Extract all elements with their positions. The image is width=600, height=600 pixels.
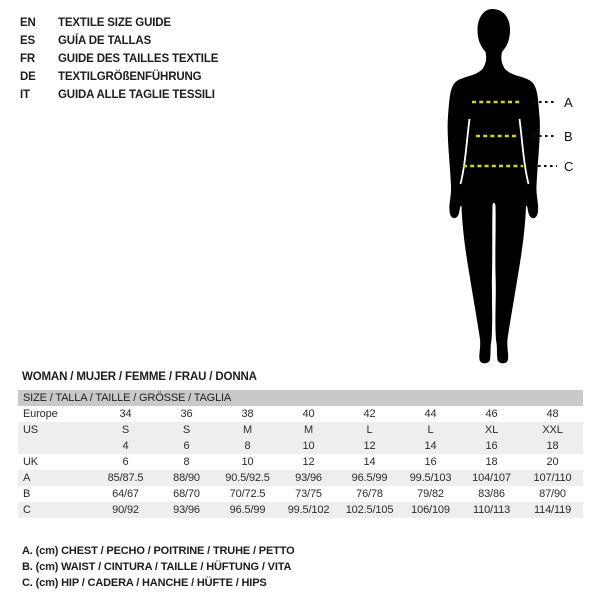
table-cell: M <box>242 424 252 436</box>
lang-code-es: ES <box>20 35 36 47</box>
table-cell: 18 <box>546 440 559 452</box>
lang-code-de: DE <box>20 71 36 83</box>
table-row-waist-b <box>18 486 583 502</box>
table-cell: 48 <box>546 408 559 420</box>
table-cell: 110/113 <box>472 504 511 516</box>
legend-waist: B. (cm) WAIST / CINTURA / TAILLE / HÜFTUNG / VITA <box>22 561 292 573</box>
lang-title-it: GUIDA ALLE TAGLIE TESSILI <box>58 89 215 101</box>
table-cell: 14 <box>424 440 437 452</box>
table-cell: 88/90 <box>173 472 200 484</box>
lang-row-es <box>20 32 218 50</box>
table-cell: 76/78 <box>356 488 383 500</box>
table-cell: 85/87.5 <box>107 472 144 484</box>
table-cell: L <box>366 424 373 436</box>
table-row-uk <box>18 454 583 470</box>
table-row-us-letters <box>18 422 583 438</box>
table-cell: 83/86 <box>478 488 505 500</box>
table-cell: 40 <box>302 408 315 420</box>
table-cell: 6 <box>183 440 190 452</box>
table-cell: 12 <box>302 456 315 468</box>
row-label: A <box>23 472 31 484</box>
legend-chest: A. (cm) CHEST / PECHO / POITRINE / TRUHE / PETTO <box>22 545 295 557</box>
table-cell: L <box>427 424 434 436</box>
table-cell: 34 <box>119 408 132 420</box>
table-cell: 107/110 <box>533 472 572 484</box>
table-cell: 87/90 <box>539 488 566 500</box>
table-cell: S <box>121 424 130 436</box>
table-cell: 18 <box>485 456 498 468</box>
table-cell: 79/82 <box>417 488 444 500</box>
table-cell: XXL <box>542 424 563 436</box>
lang-row-it <box>20 86 218 104</box>
table-cell: 106/109 <box>411 504 450 516</box>
lang-code-it: IT <box>20 89 30 101</box>
table-cell: 70/72.5 <box>229 488 266 500</box>
table-cell: 10 <box>241 456 254 468</box>
table-cell: 99.5/102 <box>287 504 330 516</box>
lang-row-de <box>20 68 218 86</box>
table-row-europe <box>18 406 583 422</box>
table-cell: 20 <box>546 456 559 468</box>
lang-row-fr <box>20 50 218 68</box>
table-cell: 4 <box>122 440 129 452</box>
lang-code-en: EN <box>20 17 36 29</box>
table-cell: 42 <box>363 408 376 420</box>
woman-silhouette <box>448 9 540 363</box>
marker-label-a: A <box>564 95 573 110</box>
table-cell: 44 <box>424 408 437 420</box>
table-cell: 73/75 <box>295 488 322 500</box>
table-cell: 8 <box>183 456 190 468</box>
table-cell: 90.5/92.5 <box>225 472 270 484</box>
row-label: US <box>23 424 38 436</box>
language-title-list <box>20 14 218 104</box>
size-table <box>18 390 583 518</box>
row-label: UK <box>23 456 38 468</box>
table-cell: 36 <box>180 408 193 420</box>
lang-row-en <box>20 14 218 32</box>
table-cell: 10 <box>302 440 315 452</box>
lang-title-en: TEXTILE SIZE GUIDE <box>58 17 171 29</box>
lang-title-fr: GUIDE DES TAILLES TEXTILE <box>58 53 219 65</box>
legend-hip: C. (cm) HIP / CADERA / HANCHE / HÜFTE / HIPS <box>22 577 267 589</box>
table-cell: 14 <box>363 456 376 468</box>
table-cell: 64/67 <box>112 488 139 500</box>
table-cell: 8 <box>244 440 251 452</box>
table-cell: 16 <box>424 456 437 468</box>
table-cell: 104/107 <box>472 472 511 484</box>
table-cell: 93/96 <box>295 472 322 484</box>
table-cell: 93/96 <box>173 504 200 516</box>
table-cell: 68/70 <box>173 488 200 500</box>
table-cell: 96.5/99 <box>229 504 266 516</box>
lang-title-es: GUÍA DE TALLAS <box>58 35 152 47</box>
table-cell: 6 <box>122 456 129 468</box>
table-cell: 38 <box>241 408 254 420</box>
row-label: C <box>23 504 31 516</box>
table-cell: 12 <box>363 440 376 452</box>
table-row-hip-c <box>18 502 583 518</box>
table-row-us-numbers <box>18 438 583 454</box>
table-cell: 16 <box>485 440 498 452</box>
table-cell: 90/92 <box>112 504 139 516</box>
measurement-figure <box>380 0 600 380</box>
row-label: B <box>23 488 31 500</box>
table-cell: M <box>303 424 313 436</box>
table-cell: 102.5/105 <box>345 504 394 516</box>
row-label: Europe <box>23 408 58 420</box>
table-row-chest-a <box>18 470 583 486</box>
table-cell: 114/119 <box>533 504 572 516</box>
lang-title-de: TEXTILGRÖßENFÜHRUNG <box>58 71 202 83</box>
marker-label-c: C <box>564 159 574 174</box>
table-cell: 46 <box>485 408 498 420</box>
table-cell: 96.5/99 <box>351 472 388 484</box>
measurement-legend <box>22 543 295 591</box>
table-cell: XL <box>484 424 499 436</box>
table-cell: 99.5/103 <box>409 472 452 484</box>
woman-silhouette-figure <box>380 0 600 380</box>
lang-code-fr: FR <box>20 53 36 65</box>
gender-heading: WOMAN / MUJER / FEMME / FRAU / DONNA <box>22 371 257 383</box>
size-table-header: SIZE / TALLA / TAILLE / GRÖSSE / TAGLIA <box>18 390 583 406</box>
table-cell: S <box>182 424 191 436</box>
marker-label-b: B <box>564 129 573 144</box>
